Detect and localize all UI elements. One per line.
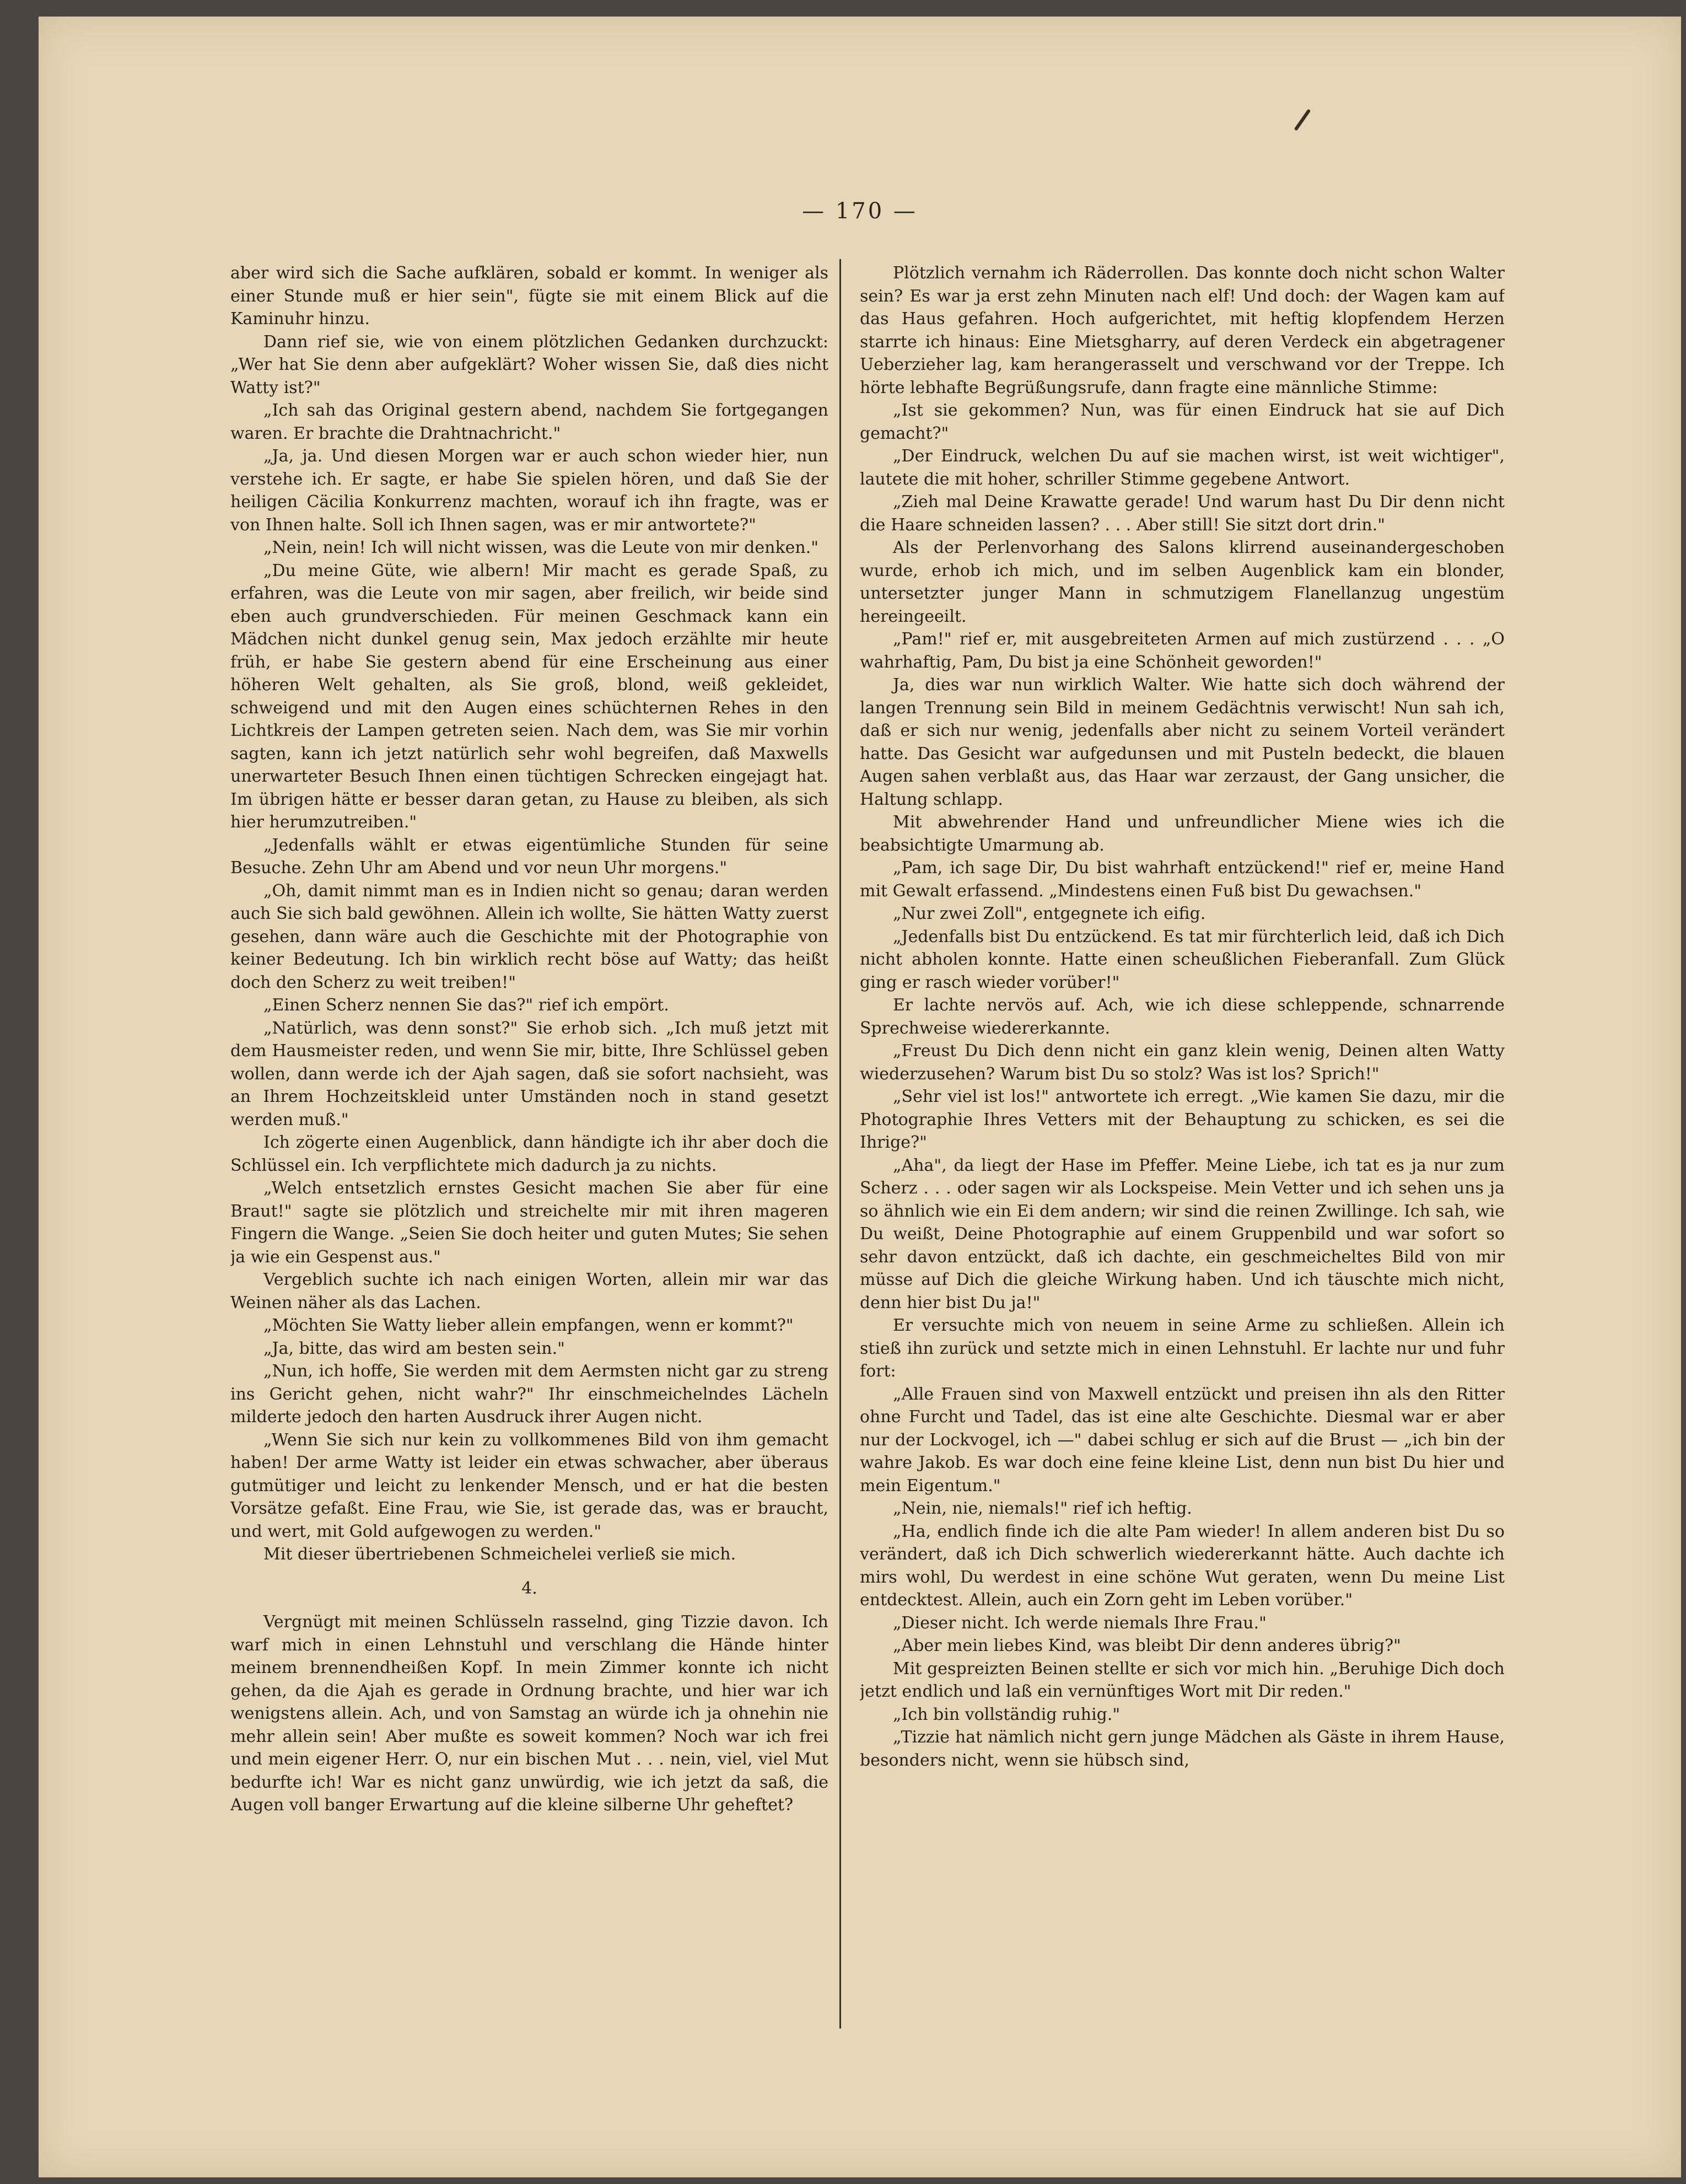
paragraph: „Ja, bitte, das wird am besten sein." xyxy=(263,1338,565,1358)
paragraph: „Zieh mal Deine Krawatte gerade! Und warum hast Du Dir denn nicht die Haare schneiden lassen? . . . Aber still! Sie sitzt dort drin." xyxy=(860,492,1505,535)
paragraph: „Ha, endlich finde ich die alte Pam wieder! In allem anderen bist Du so verändert, daß ich Dich schwerlich wiedererkannt hätte. Auch dachte ich mirs wohl, Du werdest in eine schöne Wut geraten, wenn Du meine List entdecktest. Allein, auch ein Zorn geht im Leben vorüber." xyxy=(860,1521,1505,1610)
paragraph: „Ich bin vollständig ruhig." xyxy=(893,1704,1121,1724)
paragraph: Er versuchte mich von neuem in seine Arme zu schließen. Allein ich stieß ihn zurück und setzte mich in einen Lehnstuhl. Er lachte nur und fuhr fort: xyxy=(860,1316,1505,1381)
paragraph: „Möchten Sie Watty lieber allein empfangen, wenn er kommt?" xyxy=(263,1316,794,1335)
paragraph: „Der Eindruck, welchen Du auf sie machen wirst, ist weit wichtiger", lautete die mit hoher, schriller Stimme gegebene Antwort. xyxy=(860,447,1505,489)
paragraph: „Jedenfalls bist Du entzückend. Es tat mir fürchterlich leid, daß ich Dich nicht abholen konnte. Hatte einen scheußlichen Fieberanfall. Zum Glück ging er rasch wieder vorüber!" xyxy=(860,927,1505,992)
paragraph: „Freust Du Dich denn nicht ein ganz klein wenig, Deinen alten Watty wiederzusehen? Warum bist Du so stolz? Was ist los? Sprich!" xyxy=(860,1041,1505,1084)
paragraph: Mit dieser übertriebenen Schmeichelei verließ sie mich. xyxy=(263,1545,736,1564)
paragraph: „Pam, ich sage Dir, Du bist wahrhaft entzückend!" rief er, meine Hand mit Gewalt erfassend. „Mindestens einen Fuß bist Du gewachsen." xyxy=(860,858,1505,901)
paragraph: „Dieser nicht. Ich werde niemals Ihre Frau." xyxy=(893,1613,1267,1633)
paragraph: „Ich sah das Original gestern abend, nachdem Sie fortgegangen waren. Er brachte die Drahtnachricht." xyxy=(230,401,828,443)
paragraph: Mit gespreizten Beinen stellte er sich vor mich hin. „Beruhige Dich doch jetzt endlich und laß ein vernünftiges Wort mit Dir reden." xyxy=(860,1659,1505,1701)
paragraph: aber wird sich die Sache aufklären, sobald er kommt. In weniger als einer Stunde muß er hier sein", fügte sie mit einem Blick auf die Kaminuhr hinzu. xyxy=(230,263,828,329)
paragraph: „Sehr viel ist los!" antwortete ich erregt. „Wie kamen Sie dazu, mir die Photographie Ihres Vetters mit der Behauptung zu schicken, es sei die Ihrige?" xyxy=(860,1087,1505,1152)
paragraph: Vergeblich suchte ich nach einigen Worten, allein mir war das Weinen näher als das Lachen. xyxy=(230,1270,828,1312)
right-column xyxy=(860,262,1505,2026)
paragraph: „Einen Scherz nennen Sie das?" rief ich empört. xyxy=(263,996,669,1015)
paragraph: „Tizzie hat nämlich nicht gern junge Mädchen als Gäste in ihrem Hause, besonders nicht, wenn sie hübsch sind, xyxy=(860,1728,1505,1770)
paragraph: „Aber mein liebes Kind, was bleibt Dir denn anderes übrig?" xyxy=(893,1636,1401,1655)
paragraph: „Wenn Sie sich nur kein zu vollkommenes Bild von ihm gemacht haben! Der arme Watty ist leider ein etwas schwacher, aber überaus gutmütiger und leicht zu lenkender Mensch, und er hat die besten Vorsätze gefaßt. Eine Frau, wie Sie, ist gerade das, was er braucht, und wert, mit Gold aufgewogen zu werden." xyxy=(230,1430,828,1541)
section-heading: 4. xyxy=(521,1578,537,1598)
paragraph: „Alle Frauen sind von Maxwell entzückt und preisen ihn als den Ritter ohne Furcht und Tadel, das ist eine alte Geschichte. Diesmal war er aber nur der Lockvogel, ich —" dabei schlug er sich auf die Brust — „ich bin der wahre Jakob. Es war doch eine feine kleine List, denn nun bist Du hier und mein Eigentum." xyxy=(860,1384,1505,1496)
paragraph: „Aha", da liegt der Hase im Pfeffer. Meine Liebe, ich tat es ja nur zum Scherz . . . oder sagen wir als Lockspeise. Mein Vetter und ich sehen uns ja so ähnlich wie ein Ei dem andern; wir sind die reinen Zwillinge. Ich sah, wie Du weißt, Deine Photographie auf einem Gruppenbild und war sofort so sehr davon entzückt, daß ich dachte, ein geschmeicheltes Bild von mir müsse auf Dich die gleiche Wirkung haben. Und ich täuschte mich nicht, denn hier bist Du ja!" xyxy=(860,1155,1505,1312)
paragraph: „Nein, nein! Ich will nicht wissen, was die Leute von mir denken." xyxy=(263,538,819,557)
paragraph: „Oh, damit nimmt man es in Indien nicht so genau; daran werden auch Sie sich bald gewöhnen. Allein ich wollte, Sie hätten Watty zuerst gesehen, dann wäre auch die Geschichte mit der Photographie von keiner Bedeutung. Ich bin wirklich recht böse auf Watty; das heißt doch den Scherz zu weit treiben!" xyxy=(230,881,828,992)
paragraph: „Nur zwei Zoll", entgegnete ich eifig. xyxy=(893,904,1206,923)
page-number: — 170 — xyxy=(802,198,918,224)
paragraph: Ich zögerte einen Augenblick, dann händigte ich ihr aber doch die Schlüssel ein. Ich verpflichtete mich dadurch ja zu nichts. xyxy=(230,1133,828,1175)
paragraph: Dann rief sie, wie von einem plötzlichen Gedanken durchzuckt: „Wer hat Sie denn aber aufgeklärt? Woher wissen Sie, daß dies nicht Watty ist?" xyxy=(230,332,828,397)
paragraph: Vergnügt mit meinen Schlüsseln rasselnd, ging Tizzie davon. Ich warf mich in einen Lehnstuhl und verschlang die Hände hinter meinem brennendheißen Kopf. In mein Zimmer konnte ich nicht gehen, da die Ajah es gerade in Ordnung brachte, und hier war ich wenigstens allein. Ach, und von Samstag an würde ich ja ohnehin nie mehr allein sein! Aber mußte es soweit kommen? Noch war ich frei und mein eigener Herr. O, nur ein bischen Mut . . . nein, viel, viel Mut bedurfte ich! War es nicht ganz unwürdig, wie ich jetzt da saß, die Augen voll banger Erwartung auf die kleine silberne Uhr geheftet? xyxy=(230,1612,828,1815)
paragraph: „Natürlich, was denn sonst?" Sie erhob sich. „Ich muß jetzt mit dem Hausmeister reden, und wenn Sie mir, bitte, Ihre Schlüssel geben wollen, dann werde ich der Ajah sagen, daß sie sofort nachsieht, was an Ihrem Hochzeitskleid unter Umständen noch in stand gesetzt werden muß." xyxy=(230,1018,828,1129)
pencil-mark-icon xyxy=(1294,109,1311,131)
paragraph: „Pam!" rief er, mit ausgebreiteten Armen auf mich zustürzend . . . „O wahrhaftig, Pam, Du bist ja eine Schönheit geworden!" xyxy=(860,630,1505,672)
paragraph: „Ja, ja. Und diesen Morgen war er auch schon wieder hier, nun verstehe ich. Er sagte, er habe Sie spielen hören, und daß Sie der heiligen Cäcilia Konkurrenz machten, worauf ich ihn fragte, was er von Ihnen halte. Soll ich Ihnen sagen, was er mir antwortete?" xyxy=(230,447,828,535)
paragraph: Ja, dies war nun wirklich Walter. Wie hatte sich doch während der langen Trennung sein Bild in meinem Gedächtnis verwischt! Nun sah ich, daß er sich nur wenig, jedenfalls aber nicht zu seinem Vorteil verändert hatte. Das Gesicht war aufgedunsen und mit Pusteln bedeckt, die blauen Augen sahen verblaßt aus, das Haar war zerzaust, der Gang unsicher, die Haltung schlapp. xyxy=(860,675,1505,809)
paragraph: „Nun, ich hoffe, Sie werden mit dem Aermsten nicht gar zu streng ins Gericht gehen, nicht wahr?" Ihr einschmeichelndes Lächeln milderte jedoch den harten Ausdruck ihrer Augen nicht. xyxy=(230,1362,828,1427)
paragraph: „Ist sie gekommen? Nun, was für einen Eindruck hat sie auf Dich gemacht?" xyxy=(860,401,1505,443)
paragraph: „Nein, nie, niemals!" rief ich heftig. xyxy=(893,1499,1192,1518)
newspaper-page xyxy=(39,17,1681,2177)
paragraph: „Welch entsetzlich ernstes Gesicht machen Sie aber für eine Braut!" sagte sie plötzlich und streichelte mir mit ihren mageren Fingern die Wange. „Seien Sie doch heiter und guten Mutes; Sie sehen ja wie ein Gespenst aus." xyxy=(230,1179,828,1267)
paragraph: Als der Perlenvorhang des Salons klirrend auseinandergeschoben wurde, erhob ich mich, und im selben Augenblick kam ein blonder, untersetzter junger Mann in schmutzigem Flanellanzug ungestüm hereingeeilt. xyxy=(860,538,1505,626)
paragraph: „Jedenfalls wählt er etwas eigentümliche Stunden für seine Besuche. Zehn Uhr am Abend und vor neun Uhr morgens." xyxy=(230,835,828,878)
paragraph: „Du meine Güte, wie albern! Mir macht es gerade Spaß, zu erfahren, was die Leute von mir sagen, aber freilich, wir beide sind eben auch grundverschieden. Für meinen Geschmack kann ein Mädchen nicht dunkel genug sein, Max jedoch erzählte mir heute früh, er habe Sie gestern abend für eine Erscheinung aus einer höheren Welt gehalten, als Sie groß, blond, weiß gekleidet, schweigend und mit den Augen eines schüchternen Rehes in den Lichtkreis der Lampen getreten seien. Nach dem, was Sie mir vorhin sagten, kann ich jetzt natürlich sehr wohl begreifen, daß Maxwells unerwarteter Besuch Ihnen einen tüchtigen Schrecken eingejagt hat. Im übrigen hätte er besser daran getan, zu Hause zu bleiben, als sich hier herumzutreiben." xyxy=(230,561,828,832)
left-column xyxy=(230,262,828,2026)
column-divider xyxy=(839,259,841,2029)
paragraph: Plötzlich vernahm ich Räderrollen. Das konnte doch nicht schon Walter sein? Es war ja erst zehn Minuten nach elf! Und doch: der Wagen kam auf das Haus gefahren. Hoch aufgerichtet, mit heftig klopfendem Herzen starrte ich hinaus: Eine Mietsgharry, auf deren Verdeck ein abgetragener Ueberzieher lag, kam herangerasselt und verschwand vor der Treppe. Ich hörte lebhafte Begrüßungsrufe, dann fragte eine männliche Stimme: xyxy=(860,263,1505,397)
paragraph: Er lachte nervös auf. Ach, wie ich diese schleppende, schnarrende Sprechweise wiedererkannte. xyxy=(860,996,1505,1038)
paragraph: Mit abwehrender Hand und unfreundlicher Miene wies ich die beabsichtigte Umarmung ab. xyxy=(860,813,1505,855)
